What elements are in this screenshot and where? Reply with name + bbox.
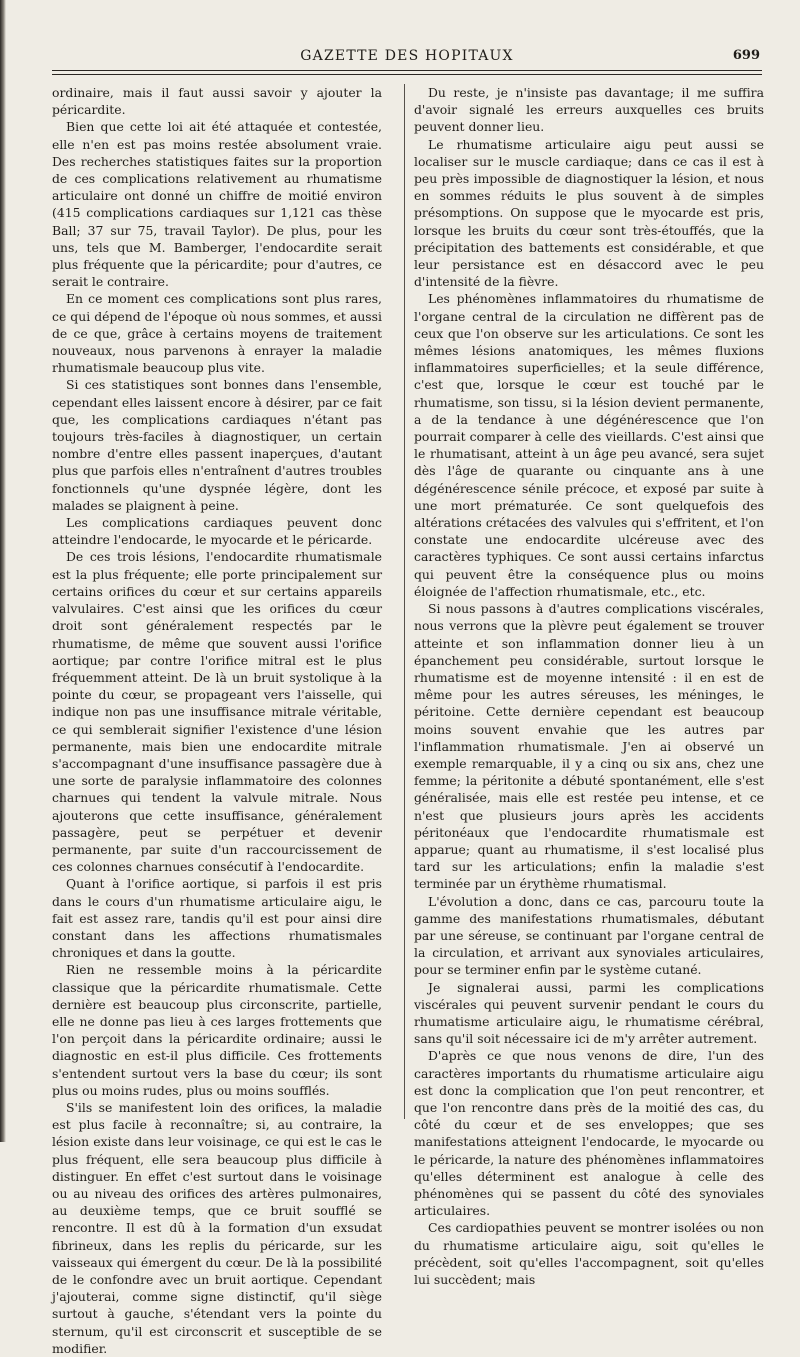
paragraph: En ce moment ces complications sont plus rares, ce qui dépend de l'époque où nous sommes, et aussi de ce que, grâce à certains moyens de traitement nouveaux, nous parvenons à enrayer la maladie rhumatismale beaucoup plus vite.	[52, 291, 382, 376]
column-divider	[404, 84, 405, 1119]
header-rule-bottom	[52, 74, 762, 75]
paragraph: Rien ne ressemble moins à la péricardite classique que la péricardite rhumatismale. Cette dernière est beaucoup plus circonscrite, partielle, elle ne donne pas lieu à ces larges frottements que l'on perçoit dans la péricardite ordinaire; aussi le diagnostic en est-il plus difficile. Ces frottements s'entendent surtout vers la base du cœur; ils sont plus ou moins rudes, plus ou moins soufflés.	[52, 962, 382, 1098]
paragraph: D'après ce que nous venons de dire, l'un des caractères importants du rhumatisme articulaire aigu est donc la complication que l'on peut rencontrer, et que l'on rencontre dans près de la moitié des cas, du côté du cœur et de ses enveloppes; que ses manifestations atteignent l'endocarde, le myocarde ou le péricarde, la nature des phénomènes inflammatoires qu'elles déterminent est analogue à celle des phénomènes qui se passent du côté des synoviales articulaires.	[414, 1048, 764, 1219]
page-header	[52, 45, 762, 69]
paragraph: Je signalerai aussi, parmi les complications viscérales qui peuvent survenir pendant le cours du rhumatisme articulaire aigu, le rhumatisme cérébral, sans qu'il soit nécessaire ici de m'y arrêter autrement.	[414, 979, 764, 1047]
page-binding-edge	[0, 0, 6, 1142]
paragraph: Les complications cardiaques peuvent donc atteindre l'endocarde, le myocarde et le péricarde.	[52, 515, 382, 548]
paragraph: Si nous passons à d'autres complications viscérales, nous verrons que la plèvre peut également se trouver atteinte et son inflammation donner lieu à un épanchement peu considérable, surtout lorsque le rhumatisme est de moyenne intensité : il en est de même pour les autres séreuses, les méninges, le péritoine. Cette dernière cependant est beaucoup moins souvent envahie que les autres par l'inflammation rhumatismale. J'en ai observé un exemple remarquable, il y a cinq ou six ans, chez une femme; la péritonite a débuté spontanément, elle s'est généralisée, mais elle est restée peu intense, et ce n'est que plusieurs jours après les accidents péritonéaux que l'endocardite rhumatismale est apparue; quant au rhumatisme, il s'est localisé plus tard sur les articulations; enfin la maladie s'est terminée par un érythème rhumatismal.	[414, 601, 764, 892]
left-column	[52, 84, 382, 1357]
paragraph: Bien que cette loi ait été attaquée et contestée, elle n'en est pas moins restée absolument vraie. Des recherches statistiques faites sur la proportion de ces complications relativement au rhumatisme articulaire ont donné un chiffre de moitié environ (415 complications cardiaques sur 1,121 cas thèse Ball; 37 sur 75, travail Taylor). De plus, pour les uns, tels que M. Bamberger, l'endocardite serait plus fréquente que la péricardite; pour d'autres, ce serait le contraire.	[52, 119, 382, 290]
paragraph: Ces cardiopathies peuvent se montrer isolées ou non du rhumatisme articulaire aigu, soit qu'elles le précèdent, soit qu'elles l'accompagnent, soit qu'elles lui succèdent; mais	[414, 1220, 764, 1288]
paragraph: Du reste, je n'insiste pas davantage; il me suffira d'avoir signalé les erreurs auxquelles ces bruits peuvent donner lieu.	[414, 85, 764, 135]
paragraph: Les phénomènes inflammatoires du rhumatisme de l'organe central de la circulation ne diffèrent pas de ceux que l'on observe sur les articulations. Ce sont les mêmes lésions anatomiques, les mêmes fluxions inflammatoires superficielles; et la seule différence, c'est que, lorsque le cœur est touché par le rhumatisme, son tissu, si la lésion devient permanente, a de la tendance à une dégénérescence que l'on pourrait comparer à celle des vieillards. C'est ainsi que le rhumatisant, atteint à un âge peu avancé, sera sujet dès l'âge de quarante ou cinquante ans à une dégénérescence sénile précoce, et exposé par suite à une mort prématurée. Ce sont quelquefois des altérations crétacées des valvules qui s'effritent, et l'on constate une endocardite ulcéreuse avec des caractères typhiques. Ce sont aussi certains infarctus qui peuvent être la conséquence plus ou moins éloignée de l'affection rhumatismale, etc., etc.	[414, 291, 764, 599]
paragraph: Si ces statistiques sont bonnes dans l'ensemble, cependant elles laissent encore à désirer, par ce fait que, les complications cardiaques n'étant pas toujours très-faciles à diagnostiquer, un certain nombre d'entre elles passent inaperçues, d'autant plus que parfois elles n'entraînent d'autres troubles fonctionnels qu'une dyspnée légère, dont les malades se plaignent à peine.	[52, 377, 382, 513]
paragraph: Le rhumatisme articulaire aigu peut aussi se localiser sur le muscle cardiaque; dans ce cas il est à peu près impossible de diagnostiquer la lésion, et nous en sommes réduits le plus souvent à de simples présomptions. On suppose que le myocarde est pris, lorsque les bruits du cœur sont très-étouffés, que la précipitation des battements est considérable, et que leur persistance est en désaccord avec le peu d'intensité de la fièvre.	[414, 136, 764, 290]
page-number: 699	[732, 48, 760, 63]
journal-title: GAZETTE DES HOPITAUX	[300, 48, 514, 64]
header-rule-top	[52, 70, 762, 71]
paragraph: S'ils se manifestent loin des orifices, la maladie est plus facile à reconnaître; si, au contraire, la lésion existe dans leur voisinage, ce qui est le cas le plus fréquent, elle sera beaucoup plus difficile à distinguer. En effet c'est surtout dans le voisinage ou au niveau des orifices des artères pulmonaires, au deuxième temps, que ce bruit soufflé se rencontre. Il est dû à la formation d'un exsudat fibrineux, dans les replis du péricarde, sur les vaisseaux qui émergent du cœur. De là la possibilité de le confondre avec un bruit aortique. Cependant j'ajouterai, comme signe distinctif, qu'il siège surtout à gauche, s'étendant vers la pointe du sternum, qu'il est circonscrit et susceptible de se modifier.	[52, 1099, 382, 1356]
paragraph: ordinaire, mais il faut aussi savoir y ajouter la péricardite.	[52, 85, 382, 118]
paragraph: L'évolution a donc, dans ce cas, parcouru toute la gamme des manifestations rhumatismales, débutant par une séreuse, se continuant par l'organe central de la circulation, et arrivant aux synoviales articulaires, pour se terminer enfin par le système cutané.	[414, 893, 764, 978]
right-column	[414, 84, 764, 1288]
paragraph: Quant à l'orifice aortique, si parfois il est pris dans le cours d'un rhumatisme articulaire aigu, le fait est assez rare, tandis qu'il est pour ainsi dire constant dans les affections rhumatismales chroniques et dans la goutte.	[52, 876, 382, 961]
paragraph: De ces trois lésions, l'endocardite rhumatismale est la plus fréquente; elle porte principalement sur certains orifices du cœur et sur certains appareils valvulaires. C'est ainsi que les orifices du cœur droit sont généralement respectés par le rhumatisme, de même que souvent aussi l'orifice aortique; par contre l'orifice mitral est le plus fréquemment atteint. De là un bruit systolique à la pointe du cœur, se propageant vers l'aisselle, qui indique non pas une insuffisance mitrale véritable, ce qui semblerait signifier l'existence d'une lésion permanente, mais bien une endocardite mitrale s'accompagnant d'une insuffisance passagère due à une sorte de paralysie inflammatoire des colonnes charnues qui tendent la valvule mitrale. Nous ajouterons que cette insuffisance, généralement passagère, peut se perpétuer et devenir permanente, par suite d'un raccourcissement de ces colonnes charnues consécutif à l'endocardite.	[52, 549, 382, 875]
